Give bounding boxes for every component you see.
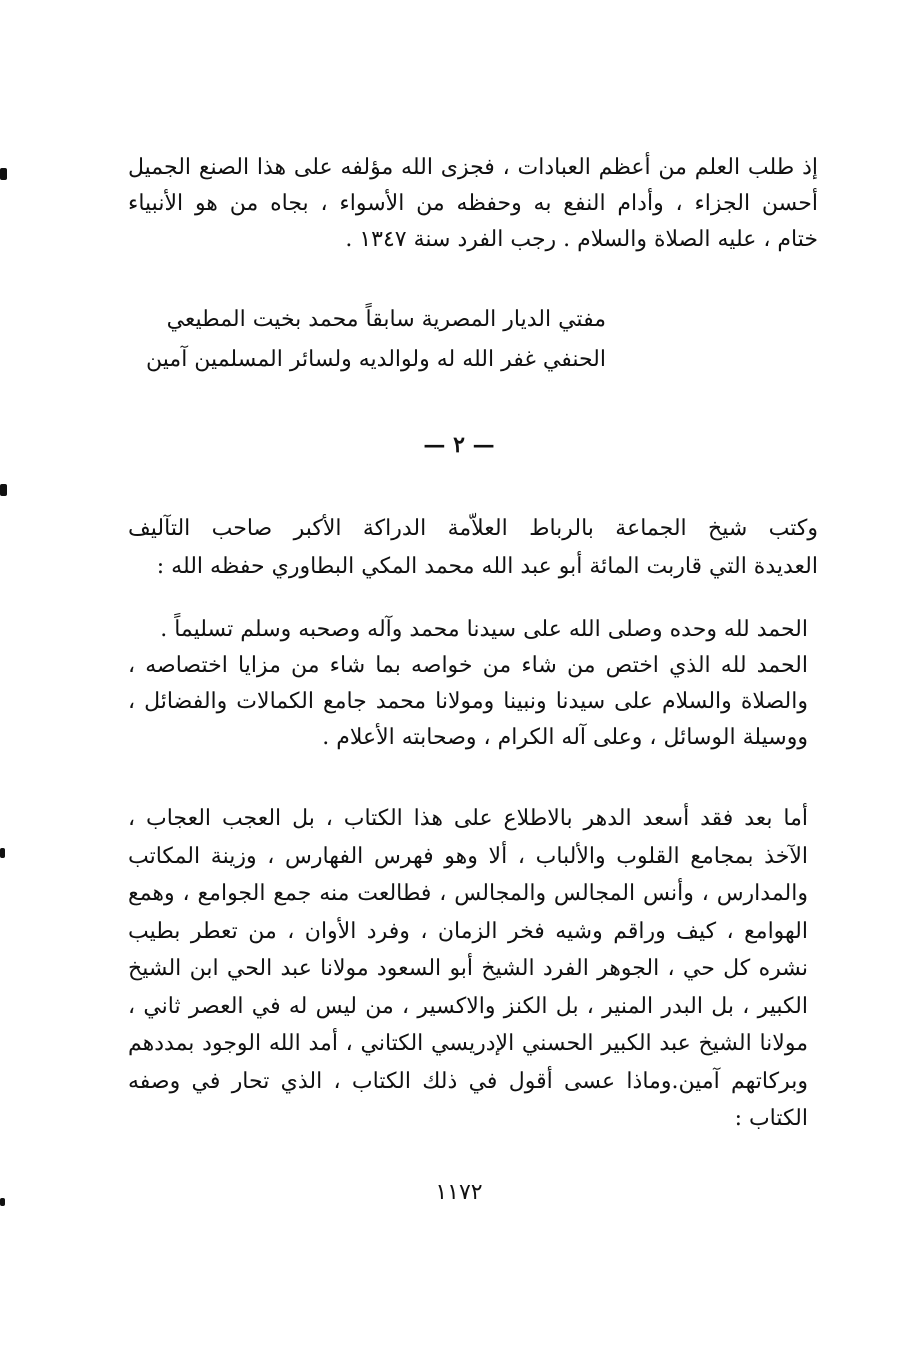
text-line: نشره كل حي ، الجوهر الفرد الشيخ أبو السعود مولانا عبد الحي ابن الشيخ xyxy=(128,956,808,981)
text-line: الكبير ، بل البدر المنير ، بل الكنز والاكسير ، من ليس له في العصر ثاني ، xyxy=(128,993,808,1019)
signature-line: الحنفي غفر الله له ولوالديه ولسائر المسلمين آمين xyxy=(146,347,606,372)
text-line: أحسن الجزاء ، وأدام النفع به وحفظه من الأسواء ، بجاه من هو الأنبياء xyxy=(128,191,818,216)
text-line: وكتب شيخ الجماعة بالرباط العلاّمة الدراكة الأكبر صاحب التآليف xyxy=(128,516,818,541)
page-number: ١١٧٢ xyxy=(435,1180,483,1205)
text-line: الكتاب : xyxy=(734,1106,808,1131)
signature-line: مفتي الديار المصرية سابقاً محمد بخيت المطيعي xyxy=(166,307,606,332)
text-line: مولانا الشيخ عبد الكبير الحسني الإدريسي الكتاني ، أمد الله الوجود بمددهم xyxy=(128,1031,808,1056)
text-line: أما بعد فقد أسعد الدهر بالاطلاع على هذا الكتاب ، بل العجب العجاب ، xyxy=(128,806,808,831)
text-line: وبركاتهم آمين.وماذا عسى أقول في ذلك الكتاب ، الذي تحار في وصفه xyxy=(128,1068,808,1094)
text-line: والصلاة والسلام على سيدنا ونبينا ومولانا محمد جامع الكمالات والفضائل ، xyxy=(128,689,808,714)
text-line: الحمد لله الذي اختص من شاء من خواصه بما شاء من مزايا اختصاصه ، xyxy=(128,653,808,678)
text-line: ووسيلة الوسائل ، وعلى آله الكرام ، وصحابته الأعلام . xyxy=(322,725,808,750)
paragraph-main xyxy=(128,800,808,1138)
intro-paragraph xyxy=(128,150,818,258)
paragraph-praise xyxy=(128,612,808,756)
text-line: الهوامع ، كيف وراقم وشيه فخر الزمان ، وفرد الأوان ، من تعطر بطيب xyxy=(128,918,808,944)
section-number: — ٢ — xyxy=(423,432,495,458)
paragraph-introduction xyxy=(128,510,818,586)
signature-block xyxy=(146,300,606,380)
text-line: العديدة التي قاربت المائة أبو عبد الله محمد المكي البطاوري حفظه الله : xyxy=(156,554,818,579)
text-line: ختام ، عليه الصلاة والسلام . رجب الفرد سنة ١٣٤٧ . xyxy=(345,227,818,252)
text-line: الآخذ بمجامع القلوب والألباب ، ألا وهو فهرس الفهارس ، وزينة المكاتب xyxy=(128,843,808,869)
left-margin-mark xyxy=(0,168,7,180)
left-margin-mark xyxy=(0,484,7,496)
left-margin-mark xyxy=(0,848,5,858)
text-line: الحمد لله وحده وصلى الله على سيدنا محمد وآله وصحبه وسلم تسليماً . xyxy=(160,617,808,642)
text-line: إذ طلب العلم من أعظم العبادات ، فجزى الله مؤلفه على هذا الصنع الجميل xyxy=(128,155,818,180)
text-line: والمدارس ، وأنس المجالس والمجالس ، فطالعت منه جمع الجوامع ، وهمع xyxy=(128,881,808,906)
